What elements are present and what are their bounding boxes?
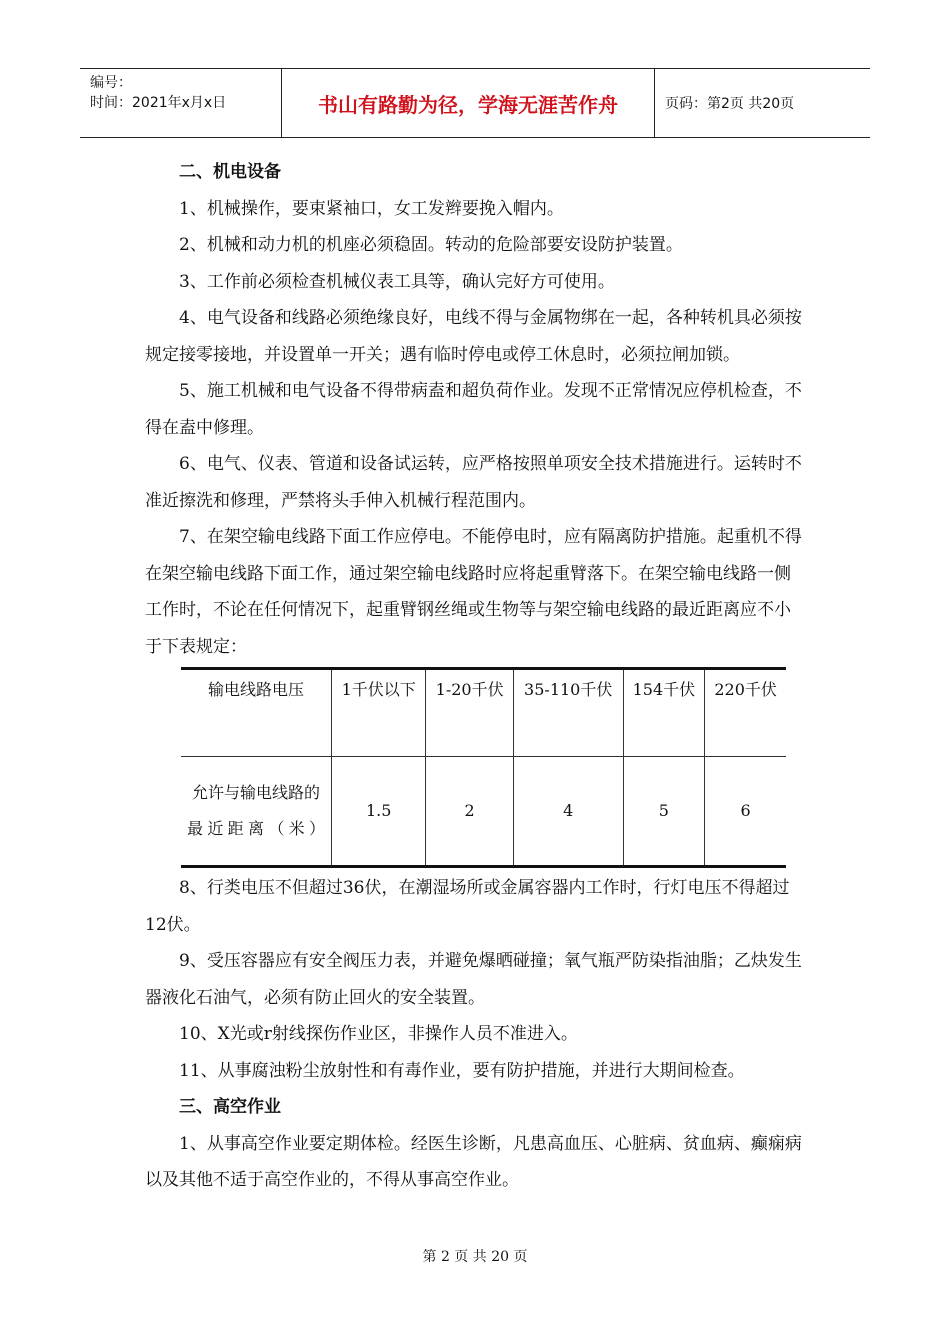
table-row-label: 允许与输电线路的最近距离（米） [181, 757, 332, 867]
section-heading: 二、机电设备 [179, 162, 281, 182]
section-heading: 三、高空作业 [179, 1097, 281, 1117]
time-label: 时间：2021年x月x日 [90, 95, 227, 111]
header-page-info: 页码：第2页 共20页 [665, 96, 795, 112]
table-header-cell: 输电线路电压 [181, 669, 332, 757]
number-label: 编号： [90, 75, 132, 91]
paragraph: 7、在架空输电线路下面工作应停电。不能停电时，应有隔离防护措施。起重机不得在架空输电线路下面工作，通过架空输电线路时应将起重臂落下。在架空输电线路一侧工作时，不论在任何情况下，起重臂钢丝绳或生物等与架空输电线路的最近距离应不小于下表规定： [145, 527, 802, 657]
paragraph: 11、从事腐浊粉尘放射性和有毒作业，要有防护措施，并进行大期间检查。 [179, 1060, 745, 1081]
table-row [181, 757, 786, 867]
header-motto: 书山有路勤为径，学海无涯苦作舟 [282, 69, 655, 137]
distance-cell: 6 [705, 757, 786, 867]
paragraph: 6、电气、仪表、管道和设备试运转，应严格按照单项安全技术措施进行。运转时不准近擦洗和修理，严禁将头手伸入机械行程范围内。 [145, 454, 802, 511]
voltage-cell: 220千伏 [705, 669, 786, 757]
page-header [80, 68, 870, 138]
distance-cell: 4 [513, 757, 623, 867]
document-body [145, 154, 807, 1199]
paragraph: 8、行类电压不但超过36伏，在潮湿场所或金属容器内工作时，行灯电压不得超过12伏。 [145, 878, 790, 935]
distance-cell: 2 [426, 757, 514, 867]
paragraph: 5、施工机械和电气设备不得带病盍和超负荷作业。发现不正常情况应停机检查，不得在盍中修理。 [145, 381, 802, 438]
voltage-cell: 154千伏 [623, 669, 705, 757]
voltage-cell: 35-110千伏 [513, 669, 623, 757]
page-footer: 第 2 页 共 20 页 [422, 1249, 528, 1265]
paragraph: 1、从事高空作业要定期体检。经医生诊断，凡患高血压、心脏病、贫血病、癫痫病以及其他不适于高空作业的，不得从事高空作业。 [145, 1133, 802, 1190]
paragraph: 10、X光或r射线探伤作业区，非操作人员不准进入。 [179, 1024, 578, 1044]
voltage-cell: 1-20千伏 [426, 669, 514, 757]
distance-cell: 5 [623, 757, 705, 867]
paragraph: 4、电气设备和线路必须绝缘良好，电线不得与金属物绑在一起，各种转机具必须按规定接零接地，并设置单一开关；遇有临时停电或停工休息时，必须拉闸加锁。 [145, 308, 802, 365]
header-meta [80, 69, 282, 137]
distance-cell: 1.5 [332, 757, 426, 867]
paragraph: 2、机械和动力机的机座必须稳固。转动的危险部要安设防护装置。 [179, 235, 683, 255]
table-row [181, 669, 786, 757]
paragraph: 1、机械操作，要束紧袖口，女工发辫要挽入帽内。 [179, 198, 564, 219]
voltage-cell: 1千伏以下 [332, 669, 426, 757]
paragraph: 9、受压容器应有安全阀压力表，并避免爆晒碰撞；氧气瓶严防染指油脂；乙炔发生器液化石油气，必须有防止回火的安全装置。 [145, 951, 802, 1008]
distance-table [181, 667, 786, 868]
paragraph: 3、工作前必须检查机械仪表工具等，确认完好方可使用。 [179, 271, 615, 292]
